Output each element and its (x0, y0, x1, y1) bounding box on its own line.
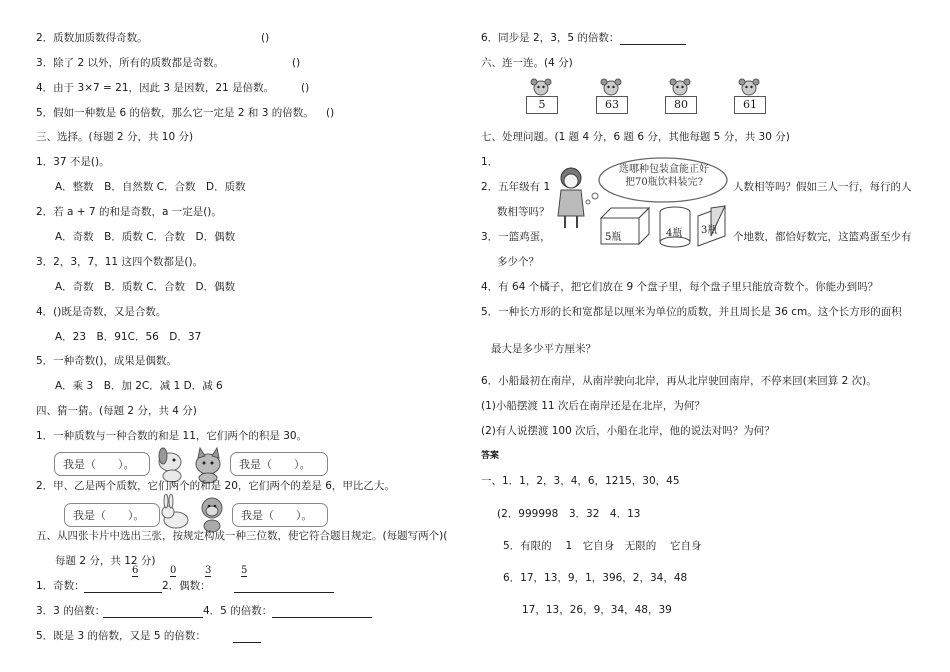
odd-number-prompt: 1．奇数： (36, 580, 85, 592)
guess-question-2: 2．甲、乙是两个质数，它们两个的和是 20，它们两个的差是 6，甲比乙大。 (36, 480, 395, 492)
speech-bubble: 我是（ ）。 (54, 452, 150, 476)
number-card: 3 (205, 565, 212, 576)
choice-options-3: A．奇数 B．质数 C．合数 D．偶数 (55, 281, 236, 293)
problem-5: 5．一种长方形的长和宽都是以厘米为单位的质数，并且周长是 36 cm。这个长方形的面积 (481, 306, 902, 318)
problem-4: 4．有 64 个橘子，把它们放在 9 个盘子里，每个盘子里只能放奇数个。你能办到吗？ (481, 281, 879, 293)
number-board: 61 (734, 96, 766, 114)
problem-5-cont: 最大是多少平方厘米？ (491, 343, 596, 355)
cylinder-4-icon (660, 207, 690, 247)
problem-1: 1． (481, 156, 499, 168)
answer-blank[interactable] (234, 591, 334, 593)
problem-6-part-2: (2)有人说摆渡 100 次后，小船在北岸，他的说法对吗？为何？ (481, 425, 775, 437)
problem-2-cont2: 数相等吗？ (497, 206, 550, 218)
problem-6-part-1: (1)小船摆渡 11 次后在南岸还是在北岸，为何？ (481, 400, 705, 412)
answer-blank[interactable] (103, 616, 203, 618)
multiple-of-2-3-5-prompt: 6．同步是 2，3，5 的倍数： (481, 32, 620, 44)
section-heading-problems: 七、处理问题。(1 题 4 分，6 题 6 分，其他每题 5 分，共 30 分) (481, 131, 790, 143)
bear-icon (599, 78, 623, 96)
problem-3: 3．一篮鸡蛋， (481, 231, 551, 243)
answer-paren: () (261, 32, 270, 44)
judge-item-4: 4．由于 3×7 = 21，因此 3 是因数，21 是倍数。 (36, 82, 275, 94)
speech-bubble: 我是（ ）。 (232, 503, 328, 527)
rabbit-icon (162, 494, 188, 528)
answer-paren: () (301, 82, 310, 94)
problem-3-cont: 个地数，都恰好数完，这篮鸡蛋至少有 (733, 231, 912, 243)
answer-heading: 答案 (481, 451, 500, 461)
judge-item-5: 5．假如一种数是 6 的倍数，那么它一定是 2 和 3 的倍数。 (36, 107, 314, 119)
multiple-of-5-prompt: 4．5 的倍数： (203, 605, 273, 617)
bear-icon (529, 78, 553, 96)
number-card: 5 (241, 565, 248, 576)
number-card: 6 (132, 565, 139, 576)
rabbit-and-monkey-illustration (160, 494, 232, 534)
section-heading-connect: 六、连一连。(4 分) (481, 57, 573, 69)
problem-3-cont2: 多少个？ (497, 256, 539, 268)
bear-icon (668, 78, 692, 96)
choice-question-4: 4．()既是奇数，又是合数。 (36, 306, 167, 318)
number-board: 63 (596, 96, 628, 114)
box-label: 5瓶 (605, 232, 622, 243)
section-heading-guess: 四、猜一猜。(每题 2 分，共 4 分) (36, 405, 197, 417)
answer-line-2: (2．999998 3．32 4．13 (497, 508, 641, 520)
answer-blank[interactable] (233, 641, 261, 643)
choice-options-4: A．23 B．91C．56 D．37 (55, 331, 202, 343)
choice-options-5: A．乘 3 B．加 2C．减 1 D．减 6 (55, 380, 223, 392)
answer-line-4: 6．17，13，9，1，396，2，34，48 (503, 572, 688, 584)
dog-and-cat-illustration (150, 444, 230, 484)
choice-question-1: 1．37 不是()。 (36, 156, 110, 168)
judge-item-2: 2．质数加质数得奇数。 (36, 32, 148, 44)
answer-paren: () (292, 57, 301, 69)
thought-bubble-text: 选哪种包装盒能正好 把70瓶饮料装完? (619, 164, 709, 188)
cat-icon (196, 448, 220, 483)
cylinder-label: 4瓶 (666, 228, 683, 239)
choice-question-5: 5．一种奇数()，成果是偶数。 (36, 355, 177, 367)
number-card: 0 (170, 565, 177, 576)
answer-line-3: 5．有限的 1 它自身 无限的 它自身 (503, 540, 702, 552)
answer-paren: () (326, 107, 335, 119)
section-heading-choice: 三、选择。(每题 2 分，共 10 分) (36, 131, 194, 143)
choice-question-2: 2．若 a + 7 的和是奇数，a 一定是()。 (36, 206, 222, 218)
guess-question-1: 1．一种质数与一种合数的和是 11，它们两个的积是 30。 (36, 430, 308, 442)
multiple-of-3-prompt: 3．3 的倍数： (36, 605, 106, 617)
number-board: 5 (526, 96, 558, 114)
problem-6: 6．小船最初在南岸，从南岸驶向北岸，再从北岸驶回南岸，不停来回(来回算 2 次)。 (481, 375, 877, 387)
monkey-icon (202, 498, 222, 532)
speech-bubble: 我是（ ）。 (64, 503, 160, 527)
answer-blank[interactable] (272, 616, 372, 618)
choice-options-1: A．整数 B．自然数 C．合数 D．质数 (55, 181, 246, 193)
judge-item-3: 3．除了 2 以外，所有的质数都是奇数。 (36, 57, 225, 69)
even-number-prompt: 2．偶数： (162, 580, 211, 592)
bear-icon (737, 78, 761, 96)
answer-line-1: 一、1．1，2，3，4，6，1215，30，45 (481, 475, 680, 487)
problem-2-cont: 人数相等吗？假如三人一行，每行的人 (733, 181, 912, 193)
multiple-of-3-and-5-prompt: 5．既是 3 的倍数，又是 5 的倍数： (36, 630, 206, 642)
choice-options-2: A．奇数 B．质数 C．合数 D．偶数 (55, 231, 236, 243)
answer-blank[interactable] (84, 591, 162, 593)
dog-icon (159, 448, 181, 482)
prism-label: 3瓶 (701, 225, 718, 236)
answer-blank[interactable] (620, 43, 686, 45)
section-heading-cards-cont: 每题 2 分，共 12 分) (55, 555, 156, 567)
problem-2: 2．五年级有 1 (481, 181, 551, 193)
number-board: 80 (665, 96, 697, 114)
answer-line-5: 17，13，26，9，34，48，39 (522, 604, 672, 616)
section-heading-cards: 五、从四张卡片中选出三张，按规定构成一种三位数，使它符合题目规定。(每题写两个)( (36, 530, 448, 542)
girl-icon (558, 168, 584, 228)
speech-bubble: 我是（ ）。 (230, 452, 328, 476)
choice-question-3: 3．2，3，7，11 这四个数都是()。 (36, 256, 204, 268)
